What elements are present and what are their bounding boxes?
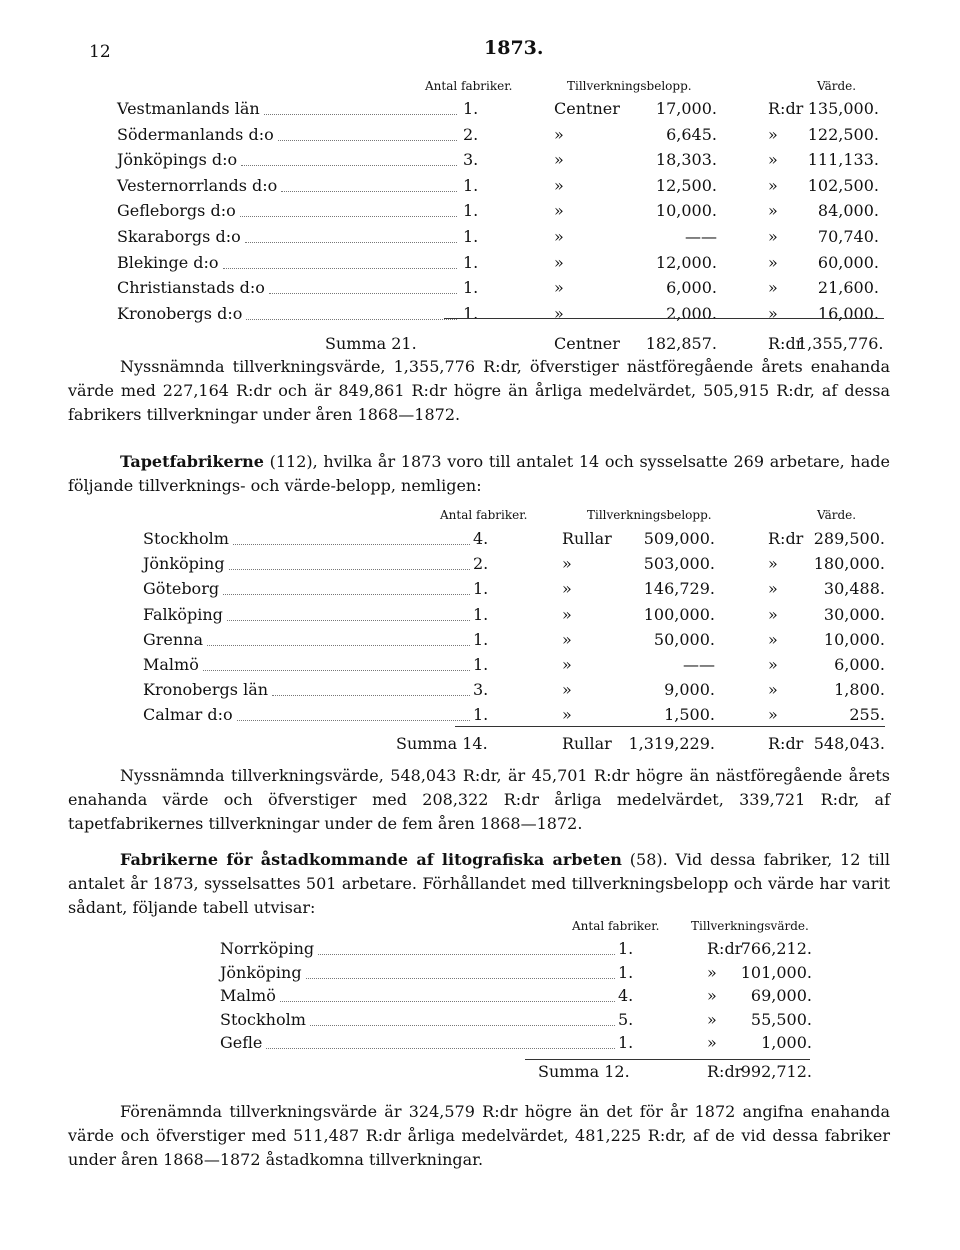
table1-header-count: Antal fabriker. [425,79,513,93]
table3-row [220,936,960,961]
row-unit: » [554,252,564,272]
row-unit: Rullar [562,529,612,548]
table1-header-value: Värde. [817,79,857,93]
row-value: 102,500. [807,175,879,195]
row-name: Vesternorrlands d:o [117,175,278,195]
row-unit: » [554,278,564,298]
row-amount: —— [683,655,715,674]
row-name: Jönköping [220,962,302,982]
sum-value: 992,712. [740,1061,812,1081]
dot-leader [227,620,470,621]
row-amount: 17,000. [655,99,717,118]
row-amount: 10,000. [655,201,717,221]
dot-leader [280,1001,615,1002]
row-amount: 50,000. [653,629,715,649]
row-value: 122,500. [807,124,879,144]
row-amount: 6,000. [666,278,717,298]
sum-currency: R:dr [768,733,804,753]
table2-sum-row [143,731,960,756]
row-currency: » [707,1033,717,1052]
sum-unit: Rullar [562,733,612,753]
row-value: 60,000. [817,252,879,272]
sum-amount: 182,857. [645,334,717,354]
row-unit: » [562,579,572,599]
dot-leader [266,1048,615,1049]
row-name: Skaraborgs d:o [117,227,241,246]
sum-currency: R:dr [768,334,804,354]
table1-row [117,224,937,249]
row-value: 289,500. [813,529,885,548]
row-name: Grenna [143,629,204,649]
row-unit: » [554,227,564,246]
row-value: 101,000. [740,962,812,982]
row-unit: » [554,201,564,221]
row-unit: » [554,150,564,170]
row-unit: » [562,629,572,649]
row-unit: Centner [554,99,620,118]
dot-leader [233,544,470,545]
table2-header-amount: Tillverkningsbelopp. [587,508,712,522]
row-count: 1. [618,962,634,982]
row-count: 1. [463,227,479,246]
dot-leader [246,319,457,320]
row-amount: 6,645. [666,124,717,144]
row-currency: » [768,303,778,323]
table1-row [117,301,937,326]
dot-leader [269,293,457,294]
row-unit: » [554,124,564,144]
page-number: 12 [89,42,111,62]
table2-row [143,652,960,677]
row-currency: » [768,175,778,195]
table1-row [117,250,937,275]
row-name: Blekinge d:o [117,252,219,272]
row-currency: » [707,962,717,982]
page-year-heading: 1873. [484,37,544,59]
sum-amount: 1,319,229. [628,733,715,753]
dot-leader [203,670,470,671]
row-currency: R:dr [707,939,743,958]
row-amount: 100,000. [643,604,715,624]
row-value: 111,133. [807,150,879,170]
table3-sum-rule [525,1059,810,1060]
paragraph-4-heading: Fabrikerne för åstadkommande af litografiska arbeten [120,850,622,869]
row-count: 1. [473,629,489,649]
row-value: 55,500. [750,1009,812,1029]
sum-value: 1,355,776. [797,334,884,354]
dot-leader [229,569,470,570]
sum-currency: R:dr [707,1061,743,1081]
row-count: 3. [463,150,479,170]
sum-value: 548,043. [813,733,885,753]
row-unit: » [554,175,564,195]
row-count: 1. [473,705,489,725]
row-count: 1. [463,252,479,272]
row-count: 1. [473,604,489,624]
table2-row [143,677,960,702]
row-name: Stockholm [220,1009,306,1029]
row-currency: » [707,986,717,1005]
row-name: Kronobergs d:o [117,303,243,323]
row-count: 2. [463,124,479,144]
row-amount: 509,000. [643,529,715,548]
row-count: 2. [473,554,489,574]
table2-row [143,551,960,576]
row-value: 21,600. [817,278,879,298]
sum-label: Summa 14. [396,733,488,753]
row-count: 1. [473,655,489,674]
table1-row [117,275,937,300]
row-value: 6,000. [834,655,885,674]
row-count: 4. [618,986,634,1005]
row-amount: 2,000. [666,303,717,323]
row-name: Norrköping [220,939,315,958]
row-currency: » [768,629,778,649]
row-unit: » [562,604,572,624]
dot-leader [272,695,470,696]
paragraph-1: Nyssnämnda tillverkningsvärde, 1,355,776 R:dr, öfverstiger nästföregående årets enahanda värde med 227,164 R:dr och är 849,861 R:dr högre än årliga medelvärdet, 505,915 R:dr, af dessa fabrikers tillverkningar under åren 1868—1872. [68,357,890,424]
row-currency: » [768,150,778,170]
row-unit: » [562,705,572,725]
table1-row [117,198,937,223]
row-count: 1. [463,201,479,221]
table1-sum-rule [444,318,884,319]
row-count: 1. [618,939,634,958]
row-count: 1. [463,278,479,298]
row-name: Malmö [220,986,276,1005]
dot-leader [310,1025,615,1026]
table2-sum-rule [455,726,885,727]
sum-label: Summa 12. [538,1061,630,1081]
row-currency: » [768,252,778,272]
sum-unit: Centner [554,334,620,354]
table3-row [220,960,960,985]
row-amount: 9,000. [664,680,715,700]
table2-row [143,526,960,551]
dot-leader [245,242,457,243]
row-currency: » [768,124,778,144]
sum-label: Summa 21. [325,334,417,354]
row-count: 1. [473,579,489,599]
paragraph-2 [68,450,890,498]
paragraph-5: Förenämnda tillverkningsvärde är 324,579 R:dr högre än det för år 1872 angifna enahanda värde och öfverstiger med 511,487 R:dr årliga medelvärdet, 481,225 R:dr, af de vid dessa fabriker under åren 1868—1872 åstadkomna tillverkningar. [68,1102,890,1169]
table1-sum-row [117,331,937,356]
table1-row [117,122,937,147]
row-name: Calmar d:o [143,705,233,725]
row-currency: R:dr [768,99,804,118]
table3-header-value: Tillverkningsvärde. [691,919,809,933]
dot-leader [281,191,457,192]
table2-row [143,602,960,627]
row-unit: » [554,303,564,323]
paragraph-2-heading: Tapetfabrikerne [120,452,264,471]
row-amount: 503,000. [643,554,715,574]
row-value: 69,000. [750,986,812,1005]
row-count: 1. [463,175,479,195]
row-amount: 146,729. [643,579,715,599]
row-currency: » [768,278,778,298]
table1-row [117,96,937,121]
row-value: 1,800. [834,680,885,700]
row-value: 16,000. [817,303,879,323]
table3-sum-row [220,1059,960,1084]
row-value: 135,000. [807,99,879,118]
row-name: Vestmanlands län [117,99,260,118]
dot-leader [223,268,457,269]
row-name: Kronobergs län [143,680,269,700]
row-count: 5. [618,1009,634,1029]
table2-row [143,576,960,601]
row-value: 30,000. [823,604,885,624]
table2-header-count: Antal fabriker. [440,508,528,522]
row-amount: 12,000. [655,252,717,272]
row-amount: 12,500. [655,175,717,195]
row-unit: » [562,554,572,574]
row-currency: » [768,705,778,725]
table2-header-value: Värde. [817,508,857,522]
row-currency: » [768,604,778,624]
row-currency: » [768,554,778,574]
row-count: 4. [473,529,489,548]
row-currency: R:dr [768,529,804,548]
row-name: Stockholm [143,529,229,548]
row-name: Christianstads d:o [117,278,265,298]
row-currency: » [768,680,778,700]
paragraph-2-text: (112), hvilka år 1873 voro till antalet 14 och sysselsatte 269 arbetare, hade följande tillverknings- och värde-belopp, nemligen: [68,452,890,495]
dot-leader [237,720,470,721]
table2-row [143,702,960,727]
row-unit: » [562,655,572,674]
row-name: Falköping [143,604,223,624]
row-currency: » [768,579,778,599]
dot-leader [223,594,470,595]
table1-row [117,147,937,172]
row-value: 30,488. [823,579,885,599]
row-currency: » [768,655,778,674]
dot-leader [264,114,457,115]
table3-row [220,1007,960,1032]
row-currency: » [768,227,778,246]
row-name: Gefle [220,1033,263,1052]
row-value: 10,000. [823,629,885,649]
paragraph-4-text: (58). Vid dessa fabriker, 12 till antalet år 1873, sysselsattes 501 arbetare. Förhållandet med tillverkningsbelopp och värde har varit sådant, följande tabell utvisar: [68,850,891,917]
dot-leader [306,978,615,979]
table1-header-amount: Tillverkningsbelopp. [567,79,692,93]
table3-header-count: Antal fabriker. [572,919,660,933]
dot-leader [241,165,457,166]
dot-leader [207,645,470,646]
row-name: Jönköpings d:o [117,150,238,170]
row-value: 766,212. [740,939,812,958]
row-amount: —— [685,227,717,246]
row-name: Södermanlands d:o [117,124,274,144]
row-value: 70,740. [817,227,879,246]
row-name: Göteborg [143,579,220,599]
row-value: 1,000. [761,1033,812,1052]
table3-row [220,1030,960,1055]
paragraph-4 [68,848,890,920]
row-value: 84,000. [817,201,879,221]
row-name: Malmö [143,655,199,674]
paragraph-3: Nyssnämnda tillverkningsvärde, 548,043 R:dr, är 45,701 R:dr högre än nästföregående årets enahanda värde och öfverstiger med 208,322 R:dr årliga medelvärdet, 339,721 R:dr, af tapetfabrikernes tillverkningar under de fem åren 1868—1872. [68,766,890,833]
table3-row [220,983,960,1008]
dot-leader [318,954,615,955]
row-unit: » [562,680,572,700]
row-currency: » [707,1009,717,1029]
dot-leader [278,140,457,141]
row-value: 255. [849,705,885,725]
row-amount: 1,500. [664,705,715,725]
table2-row [143,627,960,652]
row-currency: » [768,201,778,221]
row-amount: 18,303. [655,150,717,170]
table1-row [117,173,937,198]
row-count: 1. [618,1033,634,1052]
row-name: Jönköping [143,554,225,574]
row-count: 3. [473,680,489,700]
row-value: 180,000. [813,554,885,574]
row-name: Gefleborgs d:o [117,201,236,221]
row-count: 1. [463,99,479,118]
row-count: 1. [463,303,479,323]
dot-leader [240,216,457,217]
